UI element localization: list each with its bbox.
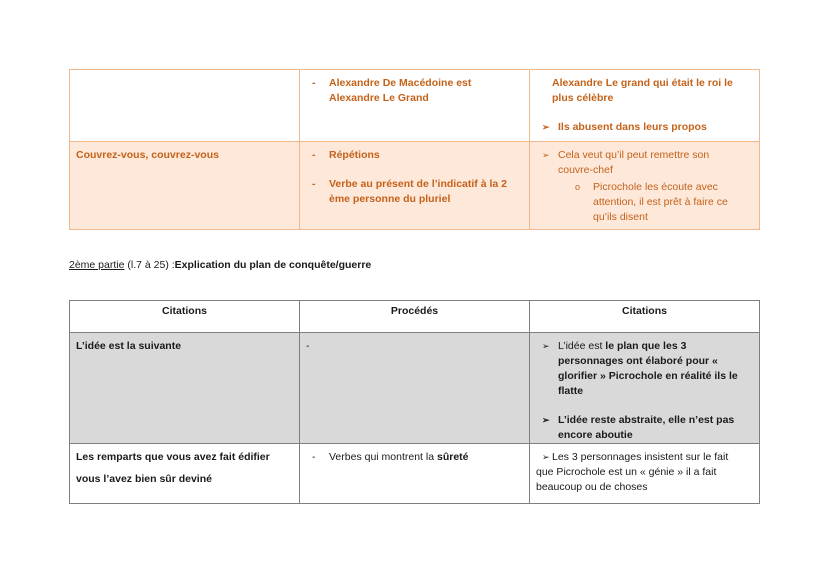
dash-marker: - [312,77,316,89]
list-item-bold: le plan que les 3 personnages ont élaboré pour « glorifier » Picrochole en réalité ils le flatte [558,340,738,397]
table-cell [530,142,760,230]
list-item-text: Ils abusent dans leurs propos [558,121,707,133]
list-item-text: Cela veut qu’il peut remettre son couvre-chef [558,149,710,176]
column-header: Procédés [300,301,530,333]
table-cell [300,444,530,504]
cell-text: Couvrez-vous, couvrez-vous [76,149,219,161]
table-header-row [70,301,760,333]
column-header: Citations [530,301,760,333]
separator: : [168,259,175,271]
dash-marker: - [312,149,316,161]
circle-bullet-icon: o [575,182,581,192]
list-item [536,339,747,399]
line-range: (l.7 à 25) [127,259,169,271]
table-cell [300,142,530,230]
list-item [306,450,519,465]
list-item-text: Les 3 personnages insistent sur le fait que Picrochole est un « génie » il a fait beaucoup ou de choses [536,451,729,493]
list-item-text: L’idée est [558,340,606,352]
arrow-bullet-icon: ➢ [542,452,550,462]
list-item-text: Verbes qui montrent la [329,451,437,463]
table-cell [300,70,530,142]
table-row [70,444,760,504]
table-cell [300,333,530,444]
list-item [536,413,747,443]
arrow-bullet-icon: ➢ [542,415,550,425]
section-title: Explication du plan de conquête/guerre [174,259,372,271]
table-cell [70,142,300,230]
list-item-text: L’idée reste abstraite, elle n’est pas encore aboutie [558,414,735,441]
list-item-bold: sûreté [436,451,469,463]
list-item-text: Picrochole les écoute avec attention, il est prêt à faire ce qu’ils disent [593,181,728,223]
analysis-table-2 [69,300,760,504]
list-item-text: Répétions [329,149,380,161]
arrow-bullet-icon: ➢ [542,341,550,351]
list-item [536,148,747,178]
list-item [306,148,519,163]
table-cell [70,70,300,142]
arrow-bullet-icon: ➢ [542,150,550,160]
arrow-bullet-icon: ➢ [542,122,550,132]
part-label: 2ème partie [69,259,125,271]
section-heading [69,258,371,273]
cell-text: - [306,340,310,352]
cell-text: Les remparts que vous avez fait édifier [76,451,270,463]
table-cell [530,70,760,142]
list-item-text: Verbe au présent de l’indicatif à la 2 ème personne du pluriel [329,178,507,205]
table-cell [70,444,300,504]
list-item [536,180,745,225]
dash-marker: - [312,178,316,190]
dash-marker: - [312,451,316,463]
cell-text: vous l’avez bien sûr deviné [76,473,212,485]
cell-text: Alexandre Le grand qui était le roi le plus célèbre [552,77,733,104]
list-item [536,450,747,495]
table-cell [70,333,300,444]
table-cell [530,444,760,504]
table-row [70,142,760,230]
list-item [306,76,519,106]
analysis-table-1 [69,69,760,230]
column-header: Citations [70,301,300,333]
cell-text: L’idée est la suivante [76,340,182,352]
list-item [306,177,519,207]
list-item-text: Alexandre De Macédoine est Alexandre Le Grand [329,77,472,104]
table-row [70,333,760,444]
table-row [70,70,760,142]
table-cell [530,333,760,444]
list-item [536,120,747,135]
